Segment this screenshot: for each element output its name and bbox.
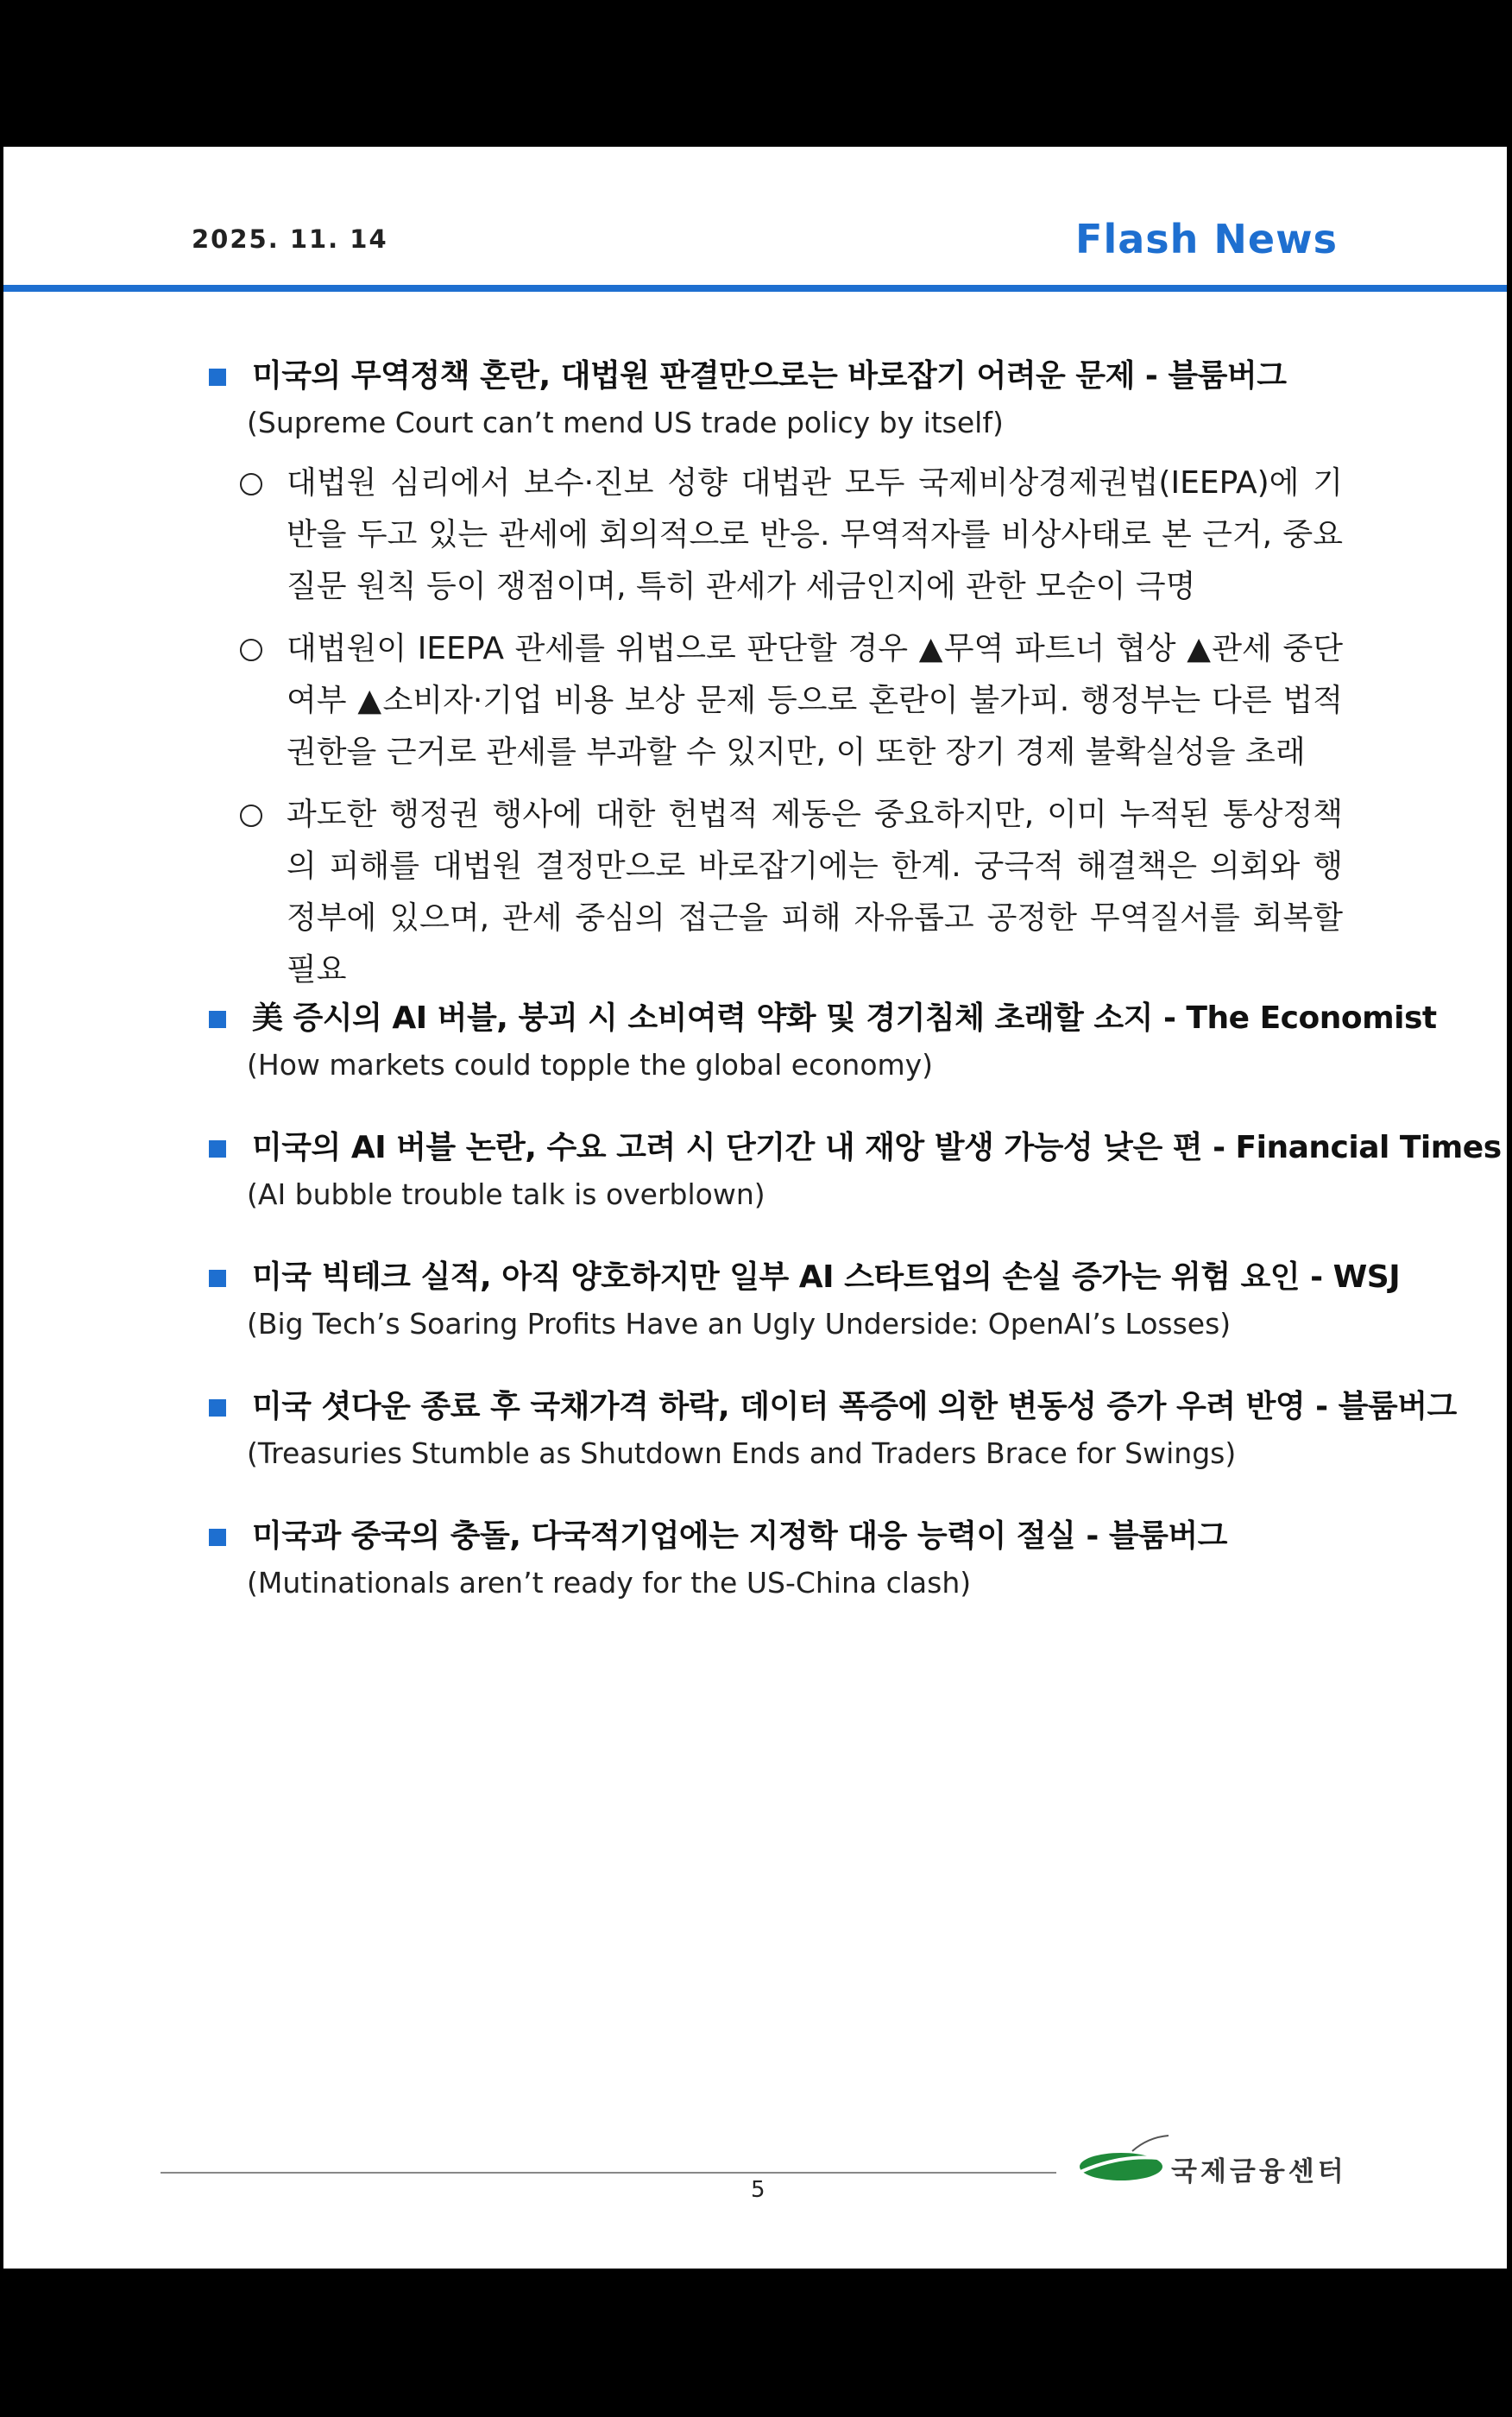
news-item	[204, 996, 1437, 1089]
news-heading-text: 美 증시의 AI 버블, 붕괴 시 소비여력 약화 및 경기침체 초래할 소지 - The Economist	[252, 1000, 1437, 1036]
circle-bullet-icon	[240, 805, 262, 827]
news-bullet	[204, 789, 1343, 996]
footer-divider	[161, 2172, 1056, 2174]
news-heading-text: 미국 빅테크 실적, 아직 양호하지만 일부 AI 스타트업의 손실 증가는 위험 요인 - WSJ	[252, 1259, 1401, 1295]
circle-bullet-icon	[240, 639, 262, 661]
news-subtitle: (Supreme Court can’t mend US trade policy by itself)	[247, 406, 1004, 439]
news-item	[204, 1255, 1401, 1348]
news-heading-text: 미국 셧다운 종료 후 국채가격 하락, 데이터 폭증에 의한 변동성 증가 우려 반영 - 블룸버그	[252, 1389, 1457, 1424]
news-bullet	[204, 623, 1343, 779]
square-bullet-icon	[209, 1399, 226, 1417]
news-heading	[204, 354, 1343, 399]
news-bullet	[204, 458, 1343, 613]
news-bullet-text: 대법원이 IEEPA 관세를 위법으로 판단할 경우 ▲무역 파트너 협상 ▲관세 중단 여부 ▲소비자·기업 비용 보상 문제 등으로 혼란이 불가피. 행정부는 다른 법적 권한을 근거로 관세를 부과할 수 있지만, 이 또한 장기 경제 불확실성을 초래	[287, 631, 1343, 770]
news-subtitle: (How markets could topple the global economy)	[247, 1048, 934, 1082]
news-heading-text: 미국의 AI 버블 논란, 수요 고려 시 단기간 내 재앙 발생 가능성 낮은 편 - Financial Times	[252, 1130, 1502, 1165]
page-number: 5	[751, 2177, 765, 2203]
news-bullet-text: 과도한 행정권 행사에 대한 헌법적 제동은 중요하지만, 이미 누적된 통상정책의 피해를 대법원 결정만으로 바로잡기에는 한계. 궁극적 해결책은 의회와 행정부에 있으며, 관세 중심의 접근을 피해 자유롭고 공정한 무역질서를 회복할 필요	[287, 797, 1343, 988]
news-heading	[204, 1514, 1343, 1559]
news-heading	[204, 1255, 1401, 1300]
news-subtitle: (Big Tech’s Soaring Profits Have an Ugly Underside: OpenAI’s Losses)	[247, 1307, 1232, 1341]
news-bullet-text: 대법원 심리에서 보수·진보 성향 대법관 모두 국제비상경제권법(IEEPA)에 기반을 두고 있는 관세에 회의적으로 반응. 무역적자를 비상사태로 본 근거, 중요 질문 원칙 등이 쟁점이며, 특히 관세가 세금인지에 관한 모순이 극명	[287, 465, 1343, 604]
square-bullet-icon	[209, 1140, 226, 1158]
header-divider	[3, 285, 1507, 292]
news-subtitle: (Mutinationals aren’t ready for the US-China clash)	[247, 1566, 972, 1600]
report-title: Flash News	[1075, 216, 1338, 262]
square-bullet-icon	[209, 1270, 226, 1287]
report-date: 2025. 11. 14	[192, 224, 388, 254]
news-heading	[204, 1385, 1457, 1429]
news-subtitle: (AI bubble trouble talk is overblown)	[247, 1177, 765, 1211]
news-item	[204, 1126, 1502, 1219]
news-heading	[204, 996, 1437, 1041]
news-item	[204, 1514, 1343, 1607]
news-item	[204, 354, 1343, 996]
square-bullet-icon	[209, 1529, 226, 1546]
news-subtitle: (Treasuries Stumble as Shutdown Ends and Traders Brace for Swings)	[247, 1436, 1237, 1470]
circle-bullet-icon	[240, 473, 262, 495]
square-bullet-icon	[209, 369, 226, 386]
news-heading-text: 미국의 무역정책 혼란, 대법원 판결만으로는 바로잡기 어려운 문제 - 블룸버그	[252, 358, 1287, 394]
news-heading	[204, 1126, 1502, 1171]
document-page	[3, 147, 1507, 2269]
news-item	[204, 1385, 1457, 1478]
news-heading-text: 미국과 중국의 충돌, 다국적기업에는 지정학 대응 능력이 절실 - 블룸버그	[252, 1518, 1227, 1554]
square-bullet-icon	[209, 1011, 226, 1028]
org-name: 국제금융센터	[1171, 2156, 1347, 2187]
